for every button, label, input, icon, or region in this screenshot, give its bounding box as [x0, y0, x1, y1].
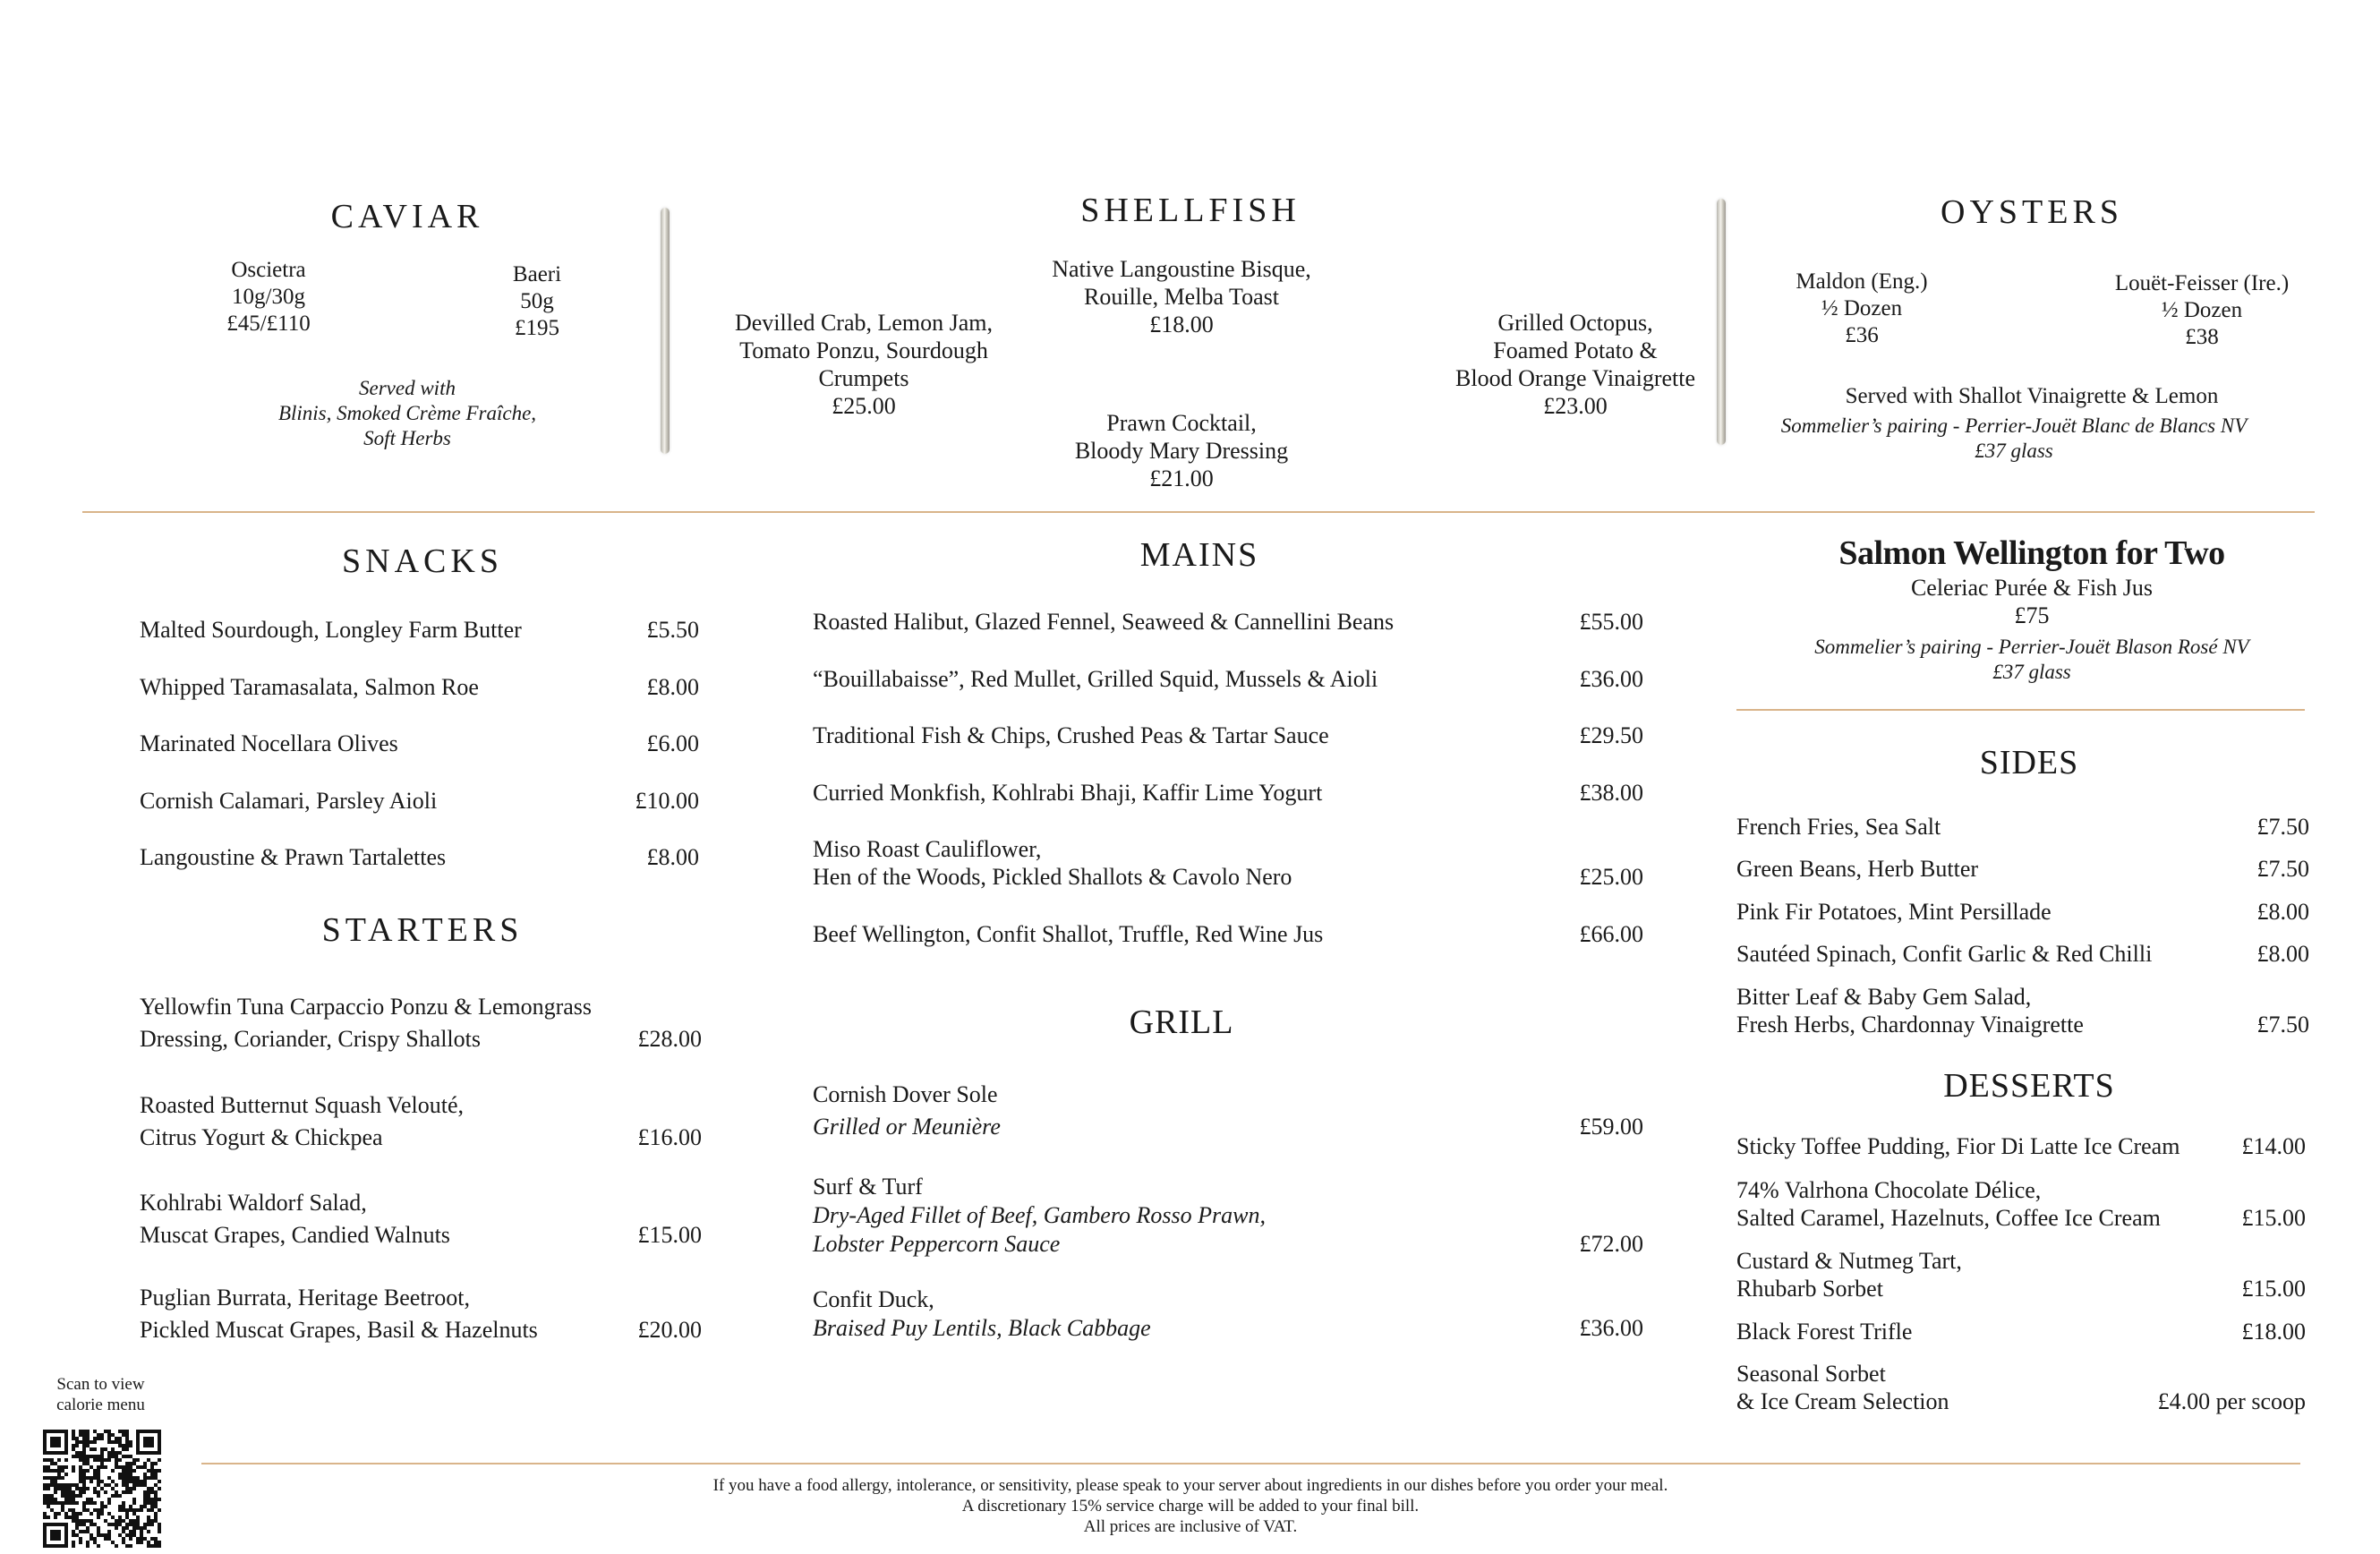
grill-price: £36.00: [1579, 1315, 1643, 1341]
main-line: Roasted Halibut, Glazed Fennel, Seaweed & Cannellini Beans: [813, 609, 1395, 635]
oysters-item-price: £36: [1845, 323, 1879, 347]
main-price: £55.00: [1579, 609, 1643, 635]
caviar-served-line: Served with: [359, 377, 456, 399]
dessert-price: £15.00: [2241, 1205, 2306, 1231]
side-line: Pink Fir Potatoes, Mint Persillade: [1736, 899, 2052, 925]
list-item: [813, 1285, 1643, 1343]
snack-price: £6.00: [646, 730, 699, 756]
grill-line: Lobster Peppercorn Sauce: [813, 1231, 1061, 1257]
shellfish-item-line: Blood Orange Vinaigrette: [1455, 365, 1695, 391]
shellfish-section: [707, 188, 1701, 501]
grill-heading: GRILL: [1129, 1003, 1234, 1041]
shellfish-item-price: £23.00: [1543, 393, 1608, 419]
dessert-price: £18.00: [2241, 1319, 2306, 1345]
dessert-line: Custard & Nutmeg Tart,: [1736, 1248, 1962, 1274]
dessert-line: & Ice Cream Selection: [1736, 1388, 1949, 1414]
caviar-heading: CAVIAR: [330, 198, 484, 235]
list-item: [813, 835, 1643, 891]
starter-price: £28.00: [637, 1026, 702, 1052]
starter-line: Yellowfin Tuna Carpaccio Ponzu & Lemongrass: [140, 994, 593, 1020]
side-line: Fresh Herbs, Chardonnay Vinaigrette: [1736, 1012, 2084, 1037]
shellfish-item-line: Native Langoustine Bisque,: [1052, 256, 1311, 282]
list-item: [140, 991, 702, 1055]
starter-price: £15.00: [637, 1222, 702, 1248]
list-item: [1736, 1247, 2306, 1302]
shellfish-item-devilled-crab: [707, 309, 1020, 420]
caviar-item-price: £45/£110: [226, 312, 311, 336]
starter-line: Muscat Grapes, Candied Walnuts: [140, 1222, 450, 1248]
main-price: £66.00: [1579, 921, 1643, 947]
list-item: [1736, 1132, 2306, 1160]
starter-line: Roasted Butternut Squash Velouté,: [140, 1092, 465, 1118]
snack-price: £10.00: [635, 788, 699, 814]
shellfish-item-price: £18.00: [1149, 312, 1214, 337]
starter-line: Kohlrabi Waldorf Salad,: [140, 1190, 367, 1216]
service-charge-notice: A discretionary 15% service charge will be added to your final bill.: [961, 1497, 1420, 1516]
caviar-served-line: Blinis, Smoked Crème Fraîche,: [277, 402, 537, 424]
main-line: Curried Monkfish, Kohlrabi Bhaji, Kaffir Lime Yogurt: [813, 780, 1323, 806]
footer-notice: [295, 1475, 2086, 1537]
list-item: [813, 722, 1643, 749]
snack-name: Langoustine & Prawn Tartalettes: [140, 844, 447, 870]
oysters-pairing: [1727, 414, 2300, 464]
qr-caption-line: calorie menu: [56, 1396, 145, 1414]
shellfish-item-line: Tomato Ponzu, Sourdough: [739, 337, 988, 363]
qr-caption-line: Scan to view: [56, 1375, 145, 1394]
oysters-heading: OYSTERS: [1941, 193, 2123, 231]
snack-price: £5.50: [646, 617, 699, 643]
dessert-line: 74% Valrhona Chocolate Délice,: [1736, 1177, 2042, 1203]
side-price: £8.00: [2256, 899, 2309, 925]
special-title: Salmon Wellington for Two: [1838, 534, 2225, 572]
dessert-price: £14.00: [2241, 1133, 2306, 1159]
shellfish-item-line: Crumpets: [818, 365, 909, 391]
snack-price: £8.00: [646, 674, 699, 700]
starter-price: £20.00: [637, 1317, 702, 1343]
oysters-item-name: Maldon (Eng.): [1796, 269, 1928, 294]
main-line: “Bouillabaisse”, Red Mullet, Grilled Squid, Mussels & Aioli: [813, 666, 1378, 692]
side-line: Bitter Leaf & Baby Gem Salad,: [1736, 984, 2032, 1010]
shellfish-item-line: Grilled Octopus,: [1497, 310, 1653, 336]
snack-name: Cornish Calamari, Parsley Aioli: [140, 788, 438, 814]
side-price: £7.50: [2256, 856, 2309, 882]
special-subtitle: Celeriac Purée & Fish Jus: [1910, 575, 2154, 601]
shellfish-item-grilled-octopus: [1423, 309, 1727, 420]
side-line: Green Beans, Herb Butter: [1736, 856, 1979, 882]
qr-caption: [36, 1374, 166, 1415]
grill-line: Dry-Aged Fillet of Beef, Gambero Rosso Prawn,: [813, 1202, 1266, 1228]
grill-price: £72.00: [1579, 1231, 1643, 1257]
grill-line: Surf & Turf: [813, 1174, 923, 1200]
caviar-item-baeri: [448, 261, 627, 342]
list-item: [1736, 1176, 2306, 1232]
special-salmon-wellington: [1736, 533, 2327, 685]
snack-name: Marinated Nocellara Olives: [140, 730, 398, 756]
starter-line: Citrus Yogurt & Chickpea: [140, 1124, 383, 1150]
main-price: £38.00: [1579, 780, 1643, 806]
vat-notice: All prices are inclusive of VAT.: [1083, 1517, 1298, 1536]
main-price: £36.00: [1579, 666, 1643, 692]
side-price: £7.50: [2256, 814, 2309, 840]
special-divider: [1736, 709, 2305, 711]
caviar-served-with: [206, 376, 609, 451]
shellfish-item-prawn-cocktail: [1020, 409, 1343, 492]
dessert-price: £15.00: [2241, 1276, 2306, 1302]
list-item: [140, 787, 699, 815]
oysters-pairing-price: £37 glass: [1975, 440, 2053, 462]
shellfish-item-price: £21.00: [1149, 465, 1214, 491]
list-item: [1736, 1318, 2306, 1345]
side-price: £8.00: [2256, 941, 2309, 967]
caviar-item-name: Baeri: [512, 262, 562, 286]
special-price: £75: [2014, 602, 2050, 628]
sides-heading: SIDES: [1979, 744, 2079, 781]
starter-line: Puglian Burrata, Heritage Beetroot,: [140, 1285, 470, 1311]
list-item: [140, 1089, 702, 1154]
snacks-heading: SNACKS: [342, 542, 503, 580]
starters-heading: STARTERS: [321, 911, 524, 949]
shellfish-item-line: Rouille, Melba Toast: [1084, 284, 1279, 310]
list-item: [813, 1079, 1643, 1143]
shellfish-item-line: Foamed Potato &: [1493, 337, 1658, 363]
oysters-item-name: Louët-Feisser (Ire.): [2114, 271, 2290, 295]
desserts-heading: DESSERTS: [1943, 1067, 2115, 1105]
main-line: Traditional Fish & Chips, Crushed Peas & Tartar Sauce: [813, 722, 1329, 748]
list-item: [1736, 940, 2309, 968]
decorative-pillar-right: [1717, 199, 1726, 445]
dessert-line: Rhubarb Sorbet: [1736, 1276, 1883, 1302]
caviar-section: [134, 192, 680, 461]
caviar-item-size: 50g: [520, 289, 554, 313]
list-item: [813, 1173, 1643, 1259]
special-pairing: Sommelier’s pairing - Perrier-Jouët Blason Rosé NV: [1814, 636, 2249, 658]
side-line: Sautéed Spinach, Confit Garlic & Red Chilli: [1736, 941, 2153, 967]
list-item: [140, 730, 699, 757]
snack-name: Malted Sourdough, Longley Farm Butter: [140, 617, 522, 643]
shellfish-item-line: Bloody Mary Dressing: [1074, 438, 1289, 464]
oysters-section: [1745, 188, 2318, 474]
shellfish-item-line: Prawn Cocktail,: [1106, 410, 1257, 436]
dessert-line: Black Forest Trifle: [1736, 1319, 1913, 1345]
list-item: [140, 616, 699, 644]
starter-line: Pickled Muscat Grapes, Basil & Hazelnuts: [140, 1317, 538, 1343]
side-price: £7.50: [2256, 1012, 2309, 1037]
grill-line: Grilled or Meunière: [813, 1114, 1001, 1140]
footer-divider: [201, 1463, 2300, 1464]
oysters-item-maldon: [1763, 269, 1960, 349]
decorative-pillar-left: [661, 208, 670, 454]
main-price: £25.00: [1579, 864, 1643, 890]
caviar-served-line: Soft Herbs: [363, 427, 451, 449]
list-item: [1736, 813, 2309, 841]
starter-line: Dressing, Coriander, Crispy Shallots: [140, 1026, 481, 1052]
oysters-item-price: £38: [2185, 325, 2219, 349]
caviar-item-oscietra: [179, 257, 358, 337]
grill-line: Cornish Dover Sole: [813, 1081, 998, 1107]
oysters-pairing-line: Sommelier’s pairing - Perrier-Jouët Blanc de Blancs NV: [1780, 414, 2248, 437]
list-item: [1736, 855, 2309, 883]
mains-heading: MAINS: [1139, 536, 1259, 574]
special-pairing-price: £37 glass: [1992, 661, 2071, 683]
starter-price: £16.00: [637, 1124, 702, 1150]
caviar-item-name: Oscietra: [231, 258, 306, 282]
snack-name: Whipped Taramasalata, Salmon Roe: [140, 674, 479, 700]
list-item: [813, 665, 1643, 693]
allergy-notice: If you have a food allergy, intolerance, or sensitivity, please speak to your server about ingredients in our dishes before you order your meal.: [712, 1476, 1668, 1495]
list-item: [1736, 898, 2309, 926]
list-item: [140, 1282, 702, 1346]
list-item: [813, 920, 1643, 948]
oysters-item-qty: ½ Dozen: [2161, 298, 2243, 322]
shellfish-heading: SHELLFISH: [1080, 192, 1301, 229]
qr-code-graphic: [43, 1430, 161, 1548]
main-line: Beef Wellington, Confit Shallot, Truffle, Red Wine Jus: [813, 921, 1324, 947]
side-line: French Fries, Sea Salt: [1736, 814, 1941, 840]
list-item: [140, 673, 699, 701]
snack-price: £8.00: [646, 844, 699, 870]
grill-price: £59.00: [1579, 1114, 1643, 1140]
caviar-item-price: £195: [515, 316, 559, 340]
main-line: Hen of the Woods, Pickled Shallots & Cavolo Nero: [813, 864, 1292, 890]
list-item: [1736, 1360, 2306, 1415]
dessert-line: Sticky Toffee Pudding, Fior Di Latte Ice Cream: [1736, 1133, 2180, 1159]
list-item: [140, 1187, 702, 1251]
oysters-served-with: Served with Shallot Vinaigrette & Lemon: [1845, 384, 2219, 408]
list-item: [813, 779, 1643, 807]
main-line: Miso Roast Cauliflower,: [813, 836, 1042, 862]
dessert-line: Salted Caramel, Hazelnuts, Coffee Ice Cream: [1736, 1205, 2161, 1231]
top-divider: [82, 511, 2315, 513]
list-item: [813, 608, 1643, 636]
dessert-line: Seasonal Sorbet: [1736, 1361, 1886, 1387]
grill-line: Confit Duck,: [813, 1286, 934, 1312]
dessert-price: £4.00 per scoop: [2157, 1388, 2306, 1414]
shellfish-item-langoustine-bisque: [1020, 255, 1343, 338]
grill-line: Braised Puy Lentils, Black Cabbage: [813, 1315, 1151, 1341]
main-price: £29.50: [1579, 722, 1643, 748]
shellfish-item-line: Devilled Crab, Lemon Jam,: [734, 310, 994, 336]
list-item: [1736, 983, 2309, 1038]
qr-code-icon[interactable]: [43, 1430, 161, 1548]
list-item: [140, 843, 699, 871]
oysters-item-louet-feisser: [2094, 270, 2309, 351]
caviar-item-size: 10g/30g: [232, 285, 305, 309]
oysters-item-qty: ½ Dozen: [1821, 296, 1903, 320]
shellfish-item-price: £25.00: [832, 393, 896, 419]
